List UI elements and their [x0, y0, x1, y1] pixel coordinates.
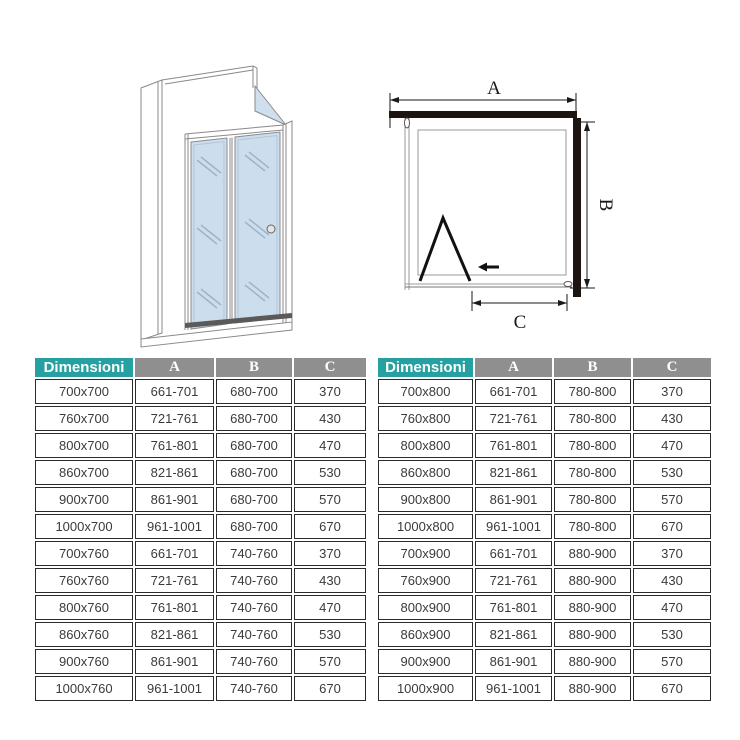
- table-cell: 470: [633, 595, 711, 620]
- table-cell: 740-760: [216, 676, 292, 701]
- table-cell: 961-1001: [475, 514, 552, 539]
- table-cell: 530: [633, 460, 711, 485]
- dimension-a-label: A: [487, 78, 501, 99]
- table-cell: 530: [294, 460, 366, 485]
- table-cell: 861-901: [475, 487, 552, 512]
- table-cell: 670: [294, 676, 366, 701]
- table-cell: 800x900: [378, 595, 473, 620]
- table-row: [378, 595, 711, 620]
- table-cell: 761-801: [135, 433, 214, 458]
- table-row: [378, 622, 711, 647]
- dimension-a: [390, 93, 576, 128]
- table-cell: 570: [633, 649, 711, 674]
- table-cell: 900x700: [35, 487, 133, 512]
- table-cell: 821-861: [475, 460, 552, 485]
- table-cell: 570: [294, 487, 366, 512]
- table-cell: 760x700: [35, 406, 133, 431]
- table-cell: 861-901: [135, 487, 214, 512]
- table-row: [35, 379, 366, 404]
- table-cell: 821-861: [475, 622, 552, 647]
- table-cell: 740-760: [216, 541, 292, 566]
- table-row: [378, 649, 711, 674]
- right-frame-post: [283, 121, 292, 328]
- table-cell: 961-1001: [135, 514, 214, 539]
- table-cell: 370: [633, 379, 711, 404]
- corner-roller-oval: [564, 282, 572, 287]
- table-cell: 761-801: [475, 595, 552, 620]
- table-cell: 721-761: [475, 568, 552, 593]
- table-row: [378, 406, 711, 431]
- table-cell: 721-761: [135, 406, 214, 431]
- table-cell: 821-861: [135, 622, 214, 647]
- table-cell: 760x900: [378, 568, 473, 593]
- table-row: [35, 433, 366, 458]
- table-cell: 670: [633, 514, 711, 539]
- table-cell: 570: [633, 487, 711, 512]
- table-cell: 961-1001: [135, 676, 214, 701]
- table-cell: 740-760: [216, 649, 292, 674]
- hinge-pivot-oval: [405, 118, 410, 128]
- enclosure-outline: [405, 118, 572, 290]
- table-row: [378, 676, 711, 701]
- table-cell: 800x760: [35, 595, 133, 620]
- table-row: [35, 622, 366, 647]
- table-cell: 880-900: [554, 568, 631, 593]
- right-wall-bar: [573, 118, 581, 297]
- table-cell: 430: [633, 406, 711, 431]
- table-cell: 680-700: [216, 406, 292, 431]
- table-cell: 370: [633, 541, 711, 566]
- table-row: [378, 460, 711, 485]
- table-row: [35, 406, 366, 431]
- table-row: [35, 460, 366, 485]
- table-row: [378, 433, 711, 458]
- dimension-c: [472, 291, 567, 311]
- table-cell: 670: [294, 514, 366, 539]
- table-cell: 860x760: [35, 622, 133, 647]
- table-cell: 761-801: [475, 433, 552, 458]
- table-row: [378, 514, 711, 539]
- table-cell: 880-900: [554, 595, 631, 620]
- table-cell: 780-800: [554, 487, 631, 512]
- table-cell: 680-700: [216, 487, 292, 512]
- table-cell: 370: [294, 541, 366, 566]
- table-cell: 430: [294, 568, 366, 593]
- table-cell: 861-901: [135, 649, 214, 674]
- table-cell: 880-900: [554, 676, 631, 701]
- table-cell: 780-800: [554, 433, 631, 458]
- table-cell: 780-800: [554, 406, 631, 431]
- glass-pane-left: [191, 138, 227, 329]
- table-cell: 880-900: [554, 622, 631, 647]
- table-cell: 780-800: [554, 460, 631, 485]
- table-row: [35, 514, 366, 539]
- table-cell: 430: [294, 406, 366, 431]
- table-cell: 680-700: [216, 433, 292, 458]
- table-cell: 530: [633, 622, 711, 647]
- table-cell: 800x700: [35, 433, 133, 458]
- table-cell: 900x800: [378, 487, 473, 512]
- table-cell: 780-800: [554, 514, 631, 539]
- table-cell: 860x800: [378, 460, 473, 485]
- table-cell: 860x900: [378, 622, 473, 647]
- table-cell: 680-700: [216, 379, 292, 404]
- table-cell: 721-761: [475, 406, 552, 431]
- dimensions-table-right: [376, 356, 713, 703]
- table-cell: 700x700: [35, 379, 133, 404]
- dimension-c-label: C: [513, 312, 527, 333]
- header-cell-a: A: [135, 358, 214, 377]
- door-knob: [267, 225, 275, 233]
- table-cell: 721-761: [135, 568, 214, 593]
- table-row: [35, 649, 366, 674]
- table-cell: 661-701: [475, 541, 552, 566]
- table-row: [35, 676, 366, 701]
- front-view-diagram: [128, 38, 333, 350]
- table-cell: 821-861: [135, 460, 214, 485]
- table-cell: 780-800: [554, 379, 631, 404]
- table-cell: 760x800: [378, 406, 473, 431]
- table-cell: 700x900: [378, 541, 473, 566]
- table-row: [35, 568, 366, 593]
- plan-view-diagram: [372, 50, 637, 346]
- header-cell-c: C: [633, 358, 711, 377]
- table-cell: 661-701: [475, 379, 552, 404]
- header-cell-dimensioni: Dimensioni: [378, 358, 473, 377]
- table-row: [35, 487, 366, 512]
- table-cell: 680-700: [216, 460, 292, 485]
- table-cell: 470: [294, 433, 366, 458]
- table-row: [378, 541, 711, 566]
- table-cell: 760x760: [35, 568, 133, 593]
- table-cell: 961-1001: [475, 676, 552, 701]
- table-cell: 661-701: [135, 541, 214, 566]
- table-cell: 370: [294, 379, 366, 404]
- back-wall-top-rim: [162, 66, 253, 84]
- dimensions-table-left: [33, 356, 368, 703]
- table-cell: 430: [633, 568, 711, 593]
- left-frame-post: [185, 134, 188, 330]
- top-wall-bar: [389, 111, 577, 118]
- slide-direction-arrow: [478, 263, 499, 272]
- header-cell-b: B: [216, 358, 292, 377]
- table-cell: 860x700: [35, 460, 133, 485]
- table-cell: 1000x900: [378, 676, 473, 701]
- table-cell: 530: [294, 622, 366, 647]
- table-cell: 680-700: [216, 514, 292, 539]
- table-cell: 800x800: [378, 433, 473, 458]
- table-cell: 470: [633, 433, 711, 458]
- table-cell: 861-901: [475, 649, 552, 674]
- table-row: [35, 541, 366, 566]
- table-cell: 700x760: [35, 541, 133, 566]
- table-cell: 740-760: [216, 595, 292, 620]
- table-cell: 740-760: [216, 622, 292, 647]
- table-cell: 470: [294, 595, 366, 620]
- header-cell-b: B: [554, 358, 631, 377]
- table-cell: 1000x760: [35, 676, 133, 701]
- table-cell: 900x760: [35, 649, 133, 674]
- table-row: [378, 568, 711, 593]
- table-cell: 880-900: [554, 541, 631, 566]
- table-cell: 1000x800: [378, 514, 473, 539]
- table-row: [35, 595, 366, 620]
- open-door-triangle: [420, 218, 470, 281]
- table-header-row: [35, 358, 366, 377]
- dimension-b-label: B: [595, 198, 616, 212]
- table-cell: 880-900: [554, 649, 631, 674]
- table-cell: 1000x700: [35, 514, 133, 539]
- table-cell: 740-760: [216, 568, 292, 593]
- table-row: [378, 487, 711, 512]
- table-cell: 570: [294, 649, 366, 674]
- table-row: [378, 379, 711, 404]
- table-cell: 670: [633, 676, 711, 701]
- table-cell: 700x800: [378, 379, 473, 404]
- table-cell: 900x900: [378, 649, 473, 674]
- table-header-row: [378, 358, 711, 377]
- header-cell-dimensioni: Dimensioni: [35, 358, 133, 377]
- side-glass-panel: [255, 86, 286, 125]
- table-cell: 761-801: [135, 595, 214, 620]
- header-cell-c: C: [294, 358, 366, 377]
- left-wall-panel: [141, 80, 162, 340]
- fold-hinge-line: [230, 138, 232, 325]
- table-cell: 661-701: [135, 379, 214, 404]
- header-cell-a: A: [475, 358, 552, 377]
